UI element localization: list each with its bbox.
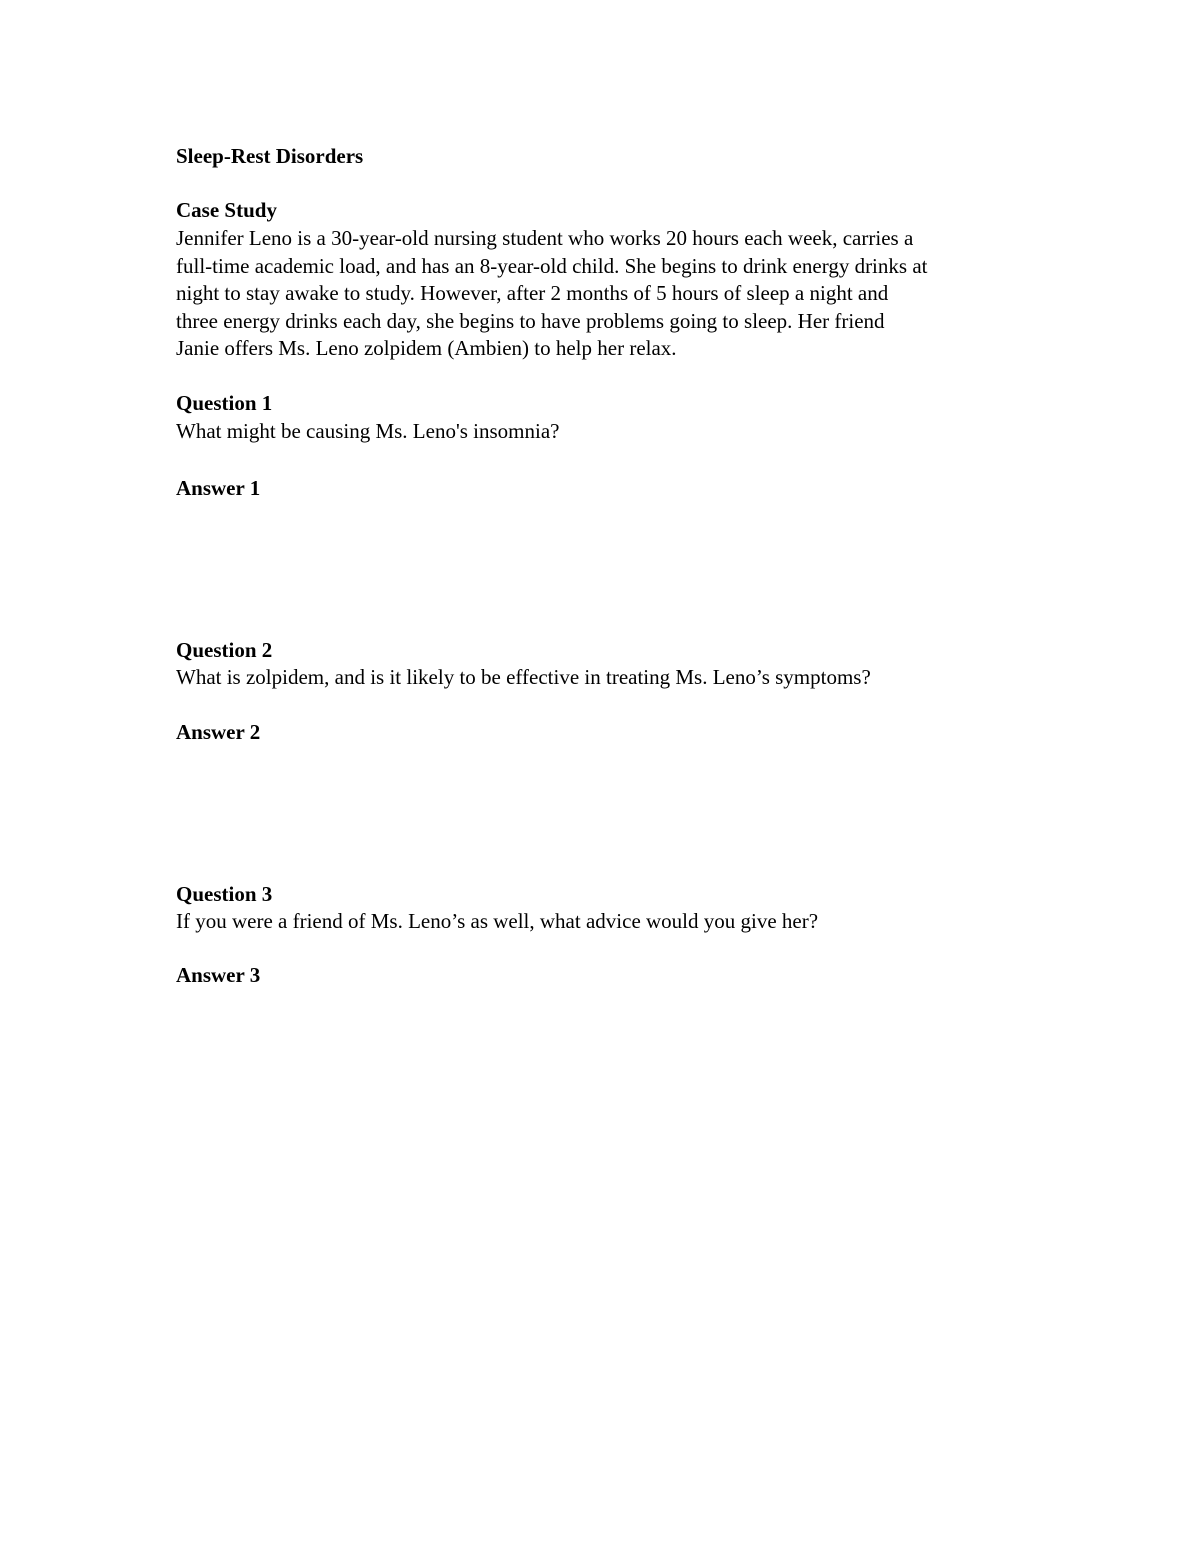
case-study-line: night to stay awake to study. However, after 2 months of 5 hours of sleep a night and [176, 281, 889, 305]
case-study-heading: Case Study [176, 198, 277, 222]
case-study-line: Jennifer Leno is a 30-year-old nursing student who works 20 hours each week, carries a [176, 226, 914, 250]
case-study-line: Janie offers Ms. Leno zolpidem (Ambien) to help her relax. [176, 336, 677, 360]
question-1-heading: Question 1 [176, 391, 273, 415]
case-study-line: full-time academic load, and has an 8-year-old child. She begins to drink energy drinks at [176, 253, 928, 278]
case-study-paragraph [176, 225, 1046, 363]
question-3-heading: Question 3 [176, 882, 273, 906]
question-3-text: If you were a friend of Ms. Leno’s as well, what advice would you give her? [176, 909, 819, 933]
question-2-text: What is zolpidem, and is it likely to be effective in treating Ms. Leno’s symptoms? [176, 665, 871, 689]
question-2-heading: Question 2 [176, 638, 273, 662]
answer-2-heading: Answer 2 [176, 720, 261, 744]
question-1-text: What might be causing Ms. Leno's insomnia? [176, 419, 560, 443]
document-title: Sleep-Rest Disorders [176, 144, 364, 168]
answer-3-heading: Answer 3 [176, 963, 261, 987]
case-study-line: three energy drinks each day, she begins to have problems going to sleep. Her friend [176, 308, 885, 333]
answer-1-heading: Answer 1 [176, 476, 261, 500]
